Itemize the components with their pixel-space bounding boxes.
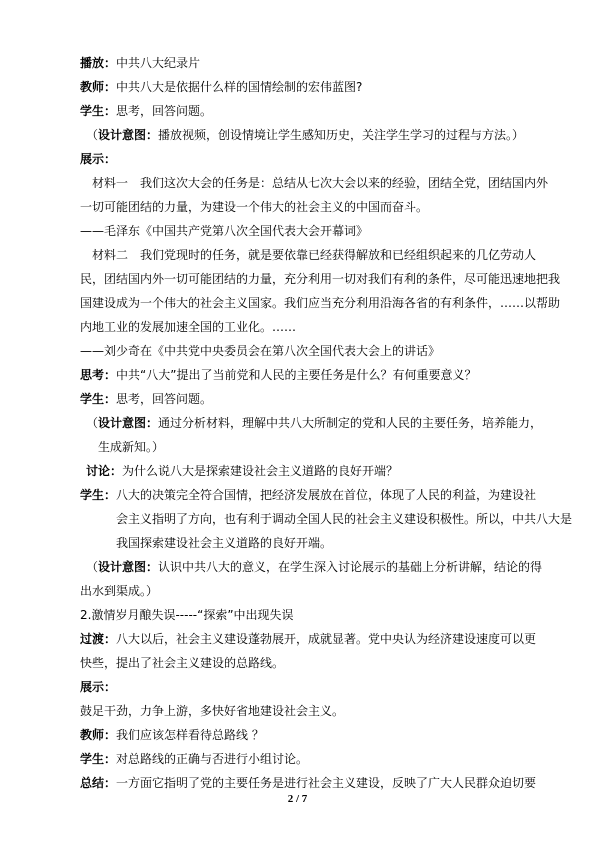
text-line-summary: 总结：一方面它指明了党的主要任务是进行社会主义建设，反映了广大人民群众迫切要: [80, 776, 537, 790]
text-line: 我国探索建设社会主义道路的良好开端。: [116, 536, 333, 550]
design-intent-line: （设计意图：通过分析材料，理解中共八大所制定的党和人民的主要任务，培养能力，: [86, 416, 543, 430]
text-line: 内地工业的发展加速全国的工业化。……: [80, 320, 297, 334]
text-line: 讨论：为什么说八大是探索建设社会主义道路的良好开端？: [86, 464, 399, 478]
text-line: 生成新知。）: [98, 440, 165, 454]
text-line: 学生：思考，回答问题。: [80, 392, 213, 406]
text-line: 材料二 我们党现时的任务，就是要依靠已经获得解放和已经组织起来的几亿劳动人: [92, 248, 537, 262]
section-label: 展示：: [80, 152, 117, 166]
text-line: 思考：中共“八大”提出了当前党和人民的主要任务是什么？有何重要意义？: [80, 368, 477, 382]
text-line: 会主义指明了方向，也有利于调动全国人民的社会主义建设积极性。所以，中共八大是: [116, 512, 573, 526]
text-line: 材料一 我们这次大会的任务是：总结从七次大会以来的经验，团结全党，团结国内外: [92, 176, 549, 190]
page-number: 2 / 7: [287, 793, 308, 805]
text-line: 快些，提出了社会主义建设的总路线。: [80, 656, 285, 670]
text-line: 出水到渠成。）: [80, 584, 159, 598]
design-intent-line: （设计意图：播放视频，创设情境让学生感知历史，关注学生学习的过程与方法。）: [86, 128, 525, 142]
design-intent-line: （设计意图：认识中共八大的意义，在学生深入讨论展示的基础上分析讲解，结论的得: [86, 560, 543, 574]
text-line: 一切可能团结的力量，为建设一个伟大的社会主义的中国而奋斗。: [80, 200, 429, 214]
subheading: 2.激情岁月酿失误-----“探索”中出现失误: [80, 608, 294, 622]
text-line: 教师：中共八大是依据什么样的国情绘制的宏伟蓝图?: [80, 80, 363, 94]
text-line: 学生：八大的决策完全符合国情，把经济发展放在首位，体现了人民的利益，为建设社: [80, 488, 537, 502]
text-line: 国建设成为一个伟大的社会主义国家。我们应当充分利用沿海各省的有利条件，……以帮助: [80, 296, 561, 310]
citation: ——刘少奇在《中共党中央委员会在第八次全国代表大会上的讲话》: [80, 344, 441, 358]
citation: ——毛泽东《中国共产党第八次全国代表大会开幕词》: [80, 224, 369, 238]
text-line: 学生：思考，回答问题。: [80, 104, 213, 118]
text-line: 鼓足干劲，力争上游，多快好省地建设社会主义。: [80, 704, 345, 718]
section-label: 展示：: [80, 680, 117, 694]
text-line: 民，团结国内外一切可能团结的力量，充分利用一切对我们有利的条件，尽可能迅速地把我: [80, 272, 561, 286]
text-line: 学生：对总路线的正确与否进行小组讨论。: [80, 752, 309, 766]
text-line: 教师：我们应该怎样看待总路线 ？: [80, 728, 264, 742]
text-line: 播放：中共八大纪录片: [80, 56, 201, 70]
text-line: 过渡：八大以后，社会主义建设蓬勃展开，成就显著。党中央认为经济建设速度可以更: [80, 632, 537, 646]
